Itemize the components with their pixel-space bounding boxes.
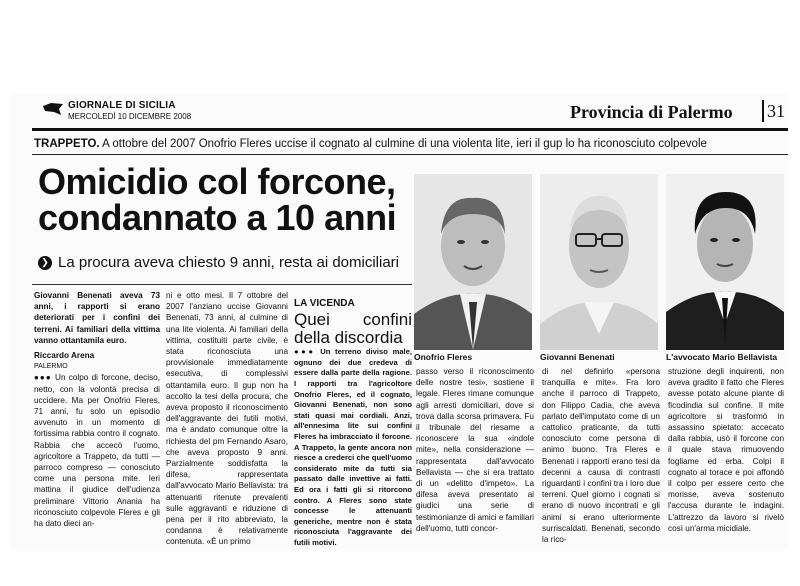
caption-photo1: Onofrio Fleres [414, 352, 473, 362]
article-text-col2: ni e otto mesi. Il 7 ottobre del 2007 l'anziano uccise Giovanni Benenati, 73 anni, al culmine di una lite violenta. Ai familiari della vittima, costituiti parte civile, è stata riconosciuta una provvisionale immediatamente esecutiva, di complessivi ottantamila euro. Il gup non ha accolto la tesi della procura, che aveva proposto il riconoscimento dell'aggravante dei futili motivi, ma è andato comunque oltre la richiesta del pm Fernando Asaro, che aveva proposto 9 anni. Parzialmente soddisfatta la difesa, rappresentata dall'avvocato Mario Bellavista: tra attenuanti ritenute prevalenti sulle aggravanti e riduzione di pena per il rito abbreviato, la condanna è relativamente contenuta. «È un primo [166, 291, 288, 547]
article-column-1 [34, 290, 160, 548]
sicily-logo-icon [42, 102, 64, 116]
article-text-col4: passo verso il riconoscimento delle nostre tesi», sostiene il legale. Fleres rimane comunque agli arresti domiciliari, dove si trova dalla scorsa primavera. Fu il tribunale del riesame a riconoscere la sua «indole mite», nella considerazione — rappresentata dall'avvocato Bellavista — che si era trattato di un «delitto d'impeto». La difesa aveva presentato ai giudici una serie di testimonianze di amici e familiari dell'uomo, tutti concor- [416, 367, 534, 533]
kicker [34, 138, 707, 150]
page-number: 31 [767, 101, 785, 121]
vicenda-title: Quei confini della discordia [294, 310, 412, 348]
caption-photo2: Giovanni Benenati [540, 352, 615, 362]
article-column-2 [166, 290, 288, 548]
article-column-5 [542, 366, 660, 548]
article-text-col5: di nel definirlo «persona tranquilla e mite». Fra loro anche il parroco di Trappeto, don Filippo Cadia, che aveva parlato dell'imputato come di un cattolico praticante, da tutti conosciuto come persona di animo buono. Tra Fleres e Benenati i rapporti erano tesi da decenni a causa di contrasti riguardanti i confini tra i loro due terreni. Quel giorno i cognati si erano di nuovo incontrati e gli animi si erano ulteriormente surriscaldati. Benenati, secondo la rico- [542, 367, 660, 545]
vicenda-label: LA VICENDA [294, 298, 355, 309]
vicenda-text: ●●● Un terreno diviso male, ognuno dei due credeva di essere dalla parte della ragione. I rapporti tra l'agricoltore Onofrio Fleres, ed il cognato, Giovanni Benenati, non sono stati quasi mai cordiali. Anzi, all'ennesima lite sui confini Fleres ha imbracciato il forcone. A Trappeto, la gente ancora non riesce a crederci che quell'uomo considerato mite da tutti sia passato dalle invettive ai fatti. Ed ora i fatti gli si ritorcono contro. A Fleres sono state concesse le attenuanti generiche, mentre non è stata riconosciuta l'aggravante dei futili motivi. [294, 347, 412, 547]
issue-date: MERCOLEDÌ 10 DICEMBRE 2008 [68, 112, 192, 121]
newspaper-page [10, 94, 788, 550]
caption-photo3: L'avvocato Mario Bellavista [666, 352, 778, 362]
subhead-rule [32, 284, 412, 285]
photo-giovanni-benenati [540, 174, 658, 350]
photo-mario-bellavista [666, 174, 784, 350]
paper-name: GIORNALE DI SICILIA [68, 100, 176, 111]
article-text-col6: struzione degli inquirenti, non aveva gradito il fatto che Fleres avesse potato alcune piante di ficodindia sul confine. Il mite agricoltore si trasformò in assassino spietato: accecato dalla rabbia, usò il forcone con il quale stava rimuovendo fogliame ed erba. Colpì il cognato al torace e poi affondò il colpo per essere certo che morisse, aveva sostenuto l'accusa durante le indagini. L'attrezzo da lavoro si rivelò così un'arma micidiale. [668, 367, 784, 533]
chevron-right-icon: ❯ [38, 256, 52, 270]
vicenda-box [294, 298, 412, 548]
headline: Omicidio col forcone, condannato a 10 anni [38, 161, 397, 238]
section-divider [762, 100, 764, 122]
masthead-rule [32, 128, 788, 131]
masthead [10, 94, 788, 132]
kicker-place: TRAPPETO. [34, 138, 100, 150]
article-author: Riccardo Arena [34, 351, 95, 361]
article-column-4 [416, 366, 534, 548]
subhead-text: La procura aveva chiesto 9 anni, resta ai domiciliari [58, 254, 400, 271]
kicker-text: A ottobre del 2007 Onofrio Fleres uccise il cognato al culmine di una violenta lite, ieri il gup lo ha riconosciuto colpevole [99, 138, 707, 150]
kicker-rule [32, 154, 788, 155]
article-text-col1: ●●● Un colpo di forcone, deciso, netto, con la volontà precisa di uccidere. Ma per Onofrio Fleres, 71 anni, fu solo un episodio avvenuto in un momento di fortissima rabbia contro il cognato. Rabbia che accecò l'uomo, agricoltore a Trappeto, da tutti — parroco compreso — conosciuto come una persona mite. Ieri mattina il giudice dell'udienza preliminare Vittorio Anania ha riconosciuto colpevole Fleres e gli ha dato dieci an- [34, 373, 160, 529]
section-title: Provincia di Palermo [570, 102, 733, 122]
subhead [38, 254, 399, 271]
photo-onofrio-fleres [414, 174, 532, 350]
article-column-6 [668, 366, 784, 548]
article-lead: Giovanni Benenati aveva 73 anni, i rapporti si erano deteriorati per i confini dei terreni. Ai familiari della vittima vanno ottantamila euro. [34, 291, 160, 345]
article-place: PALERMO [34, 363, 68, 371]
